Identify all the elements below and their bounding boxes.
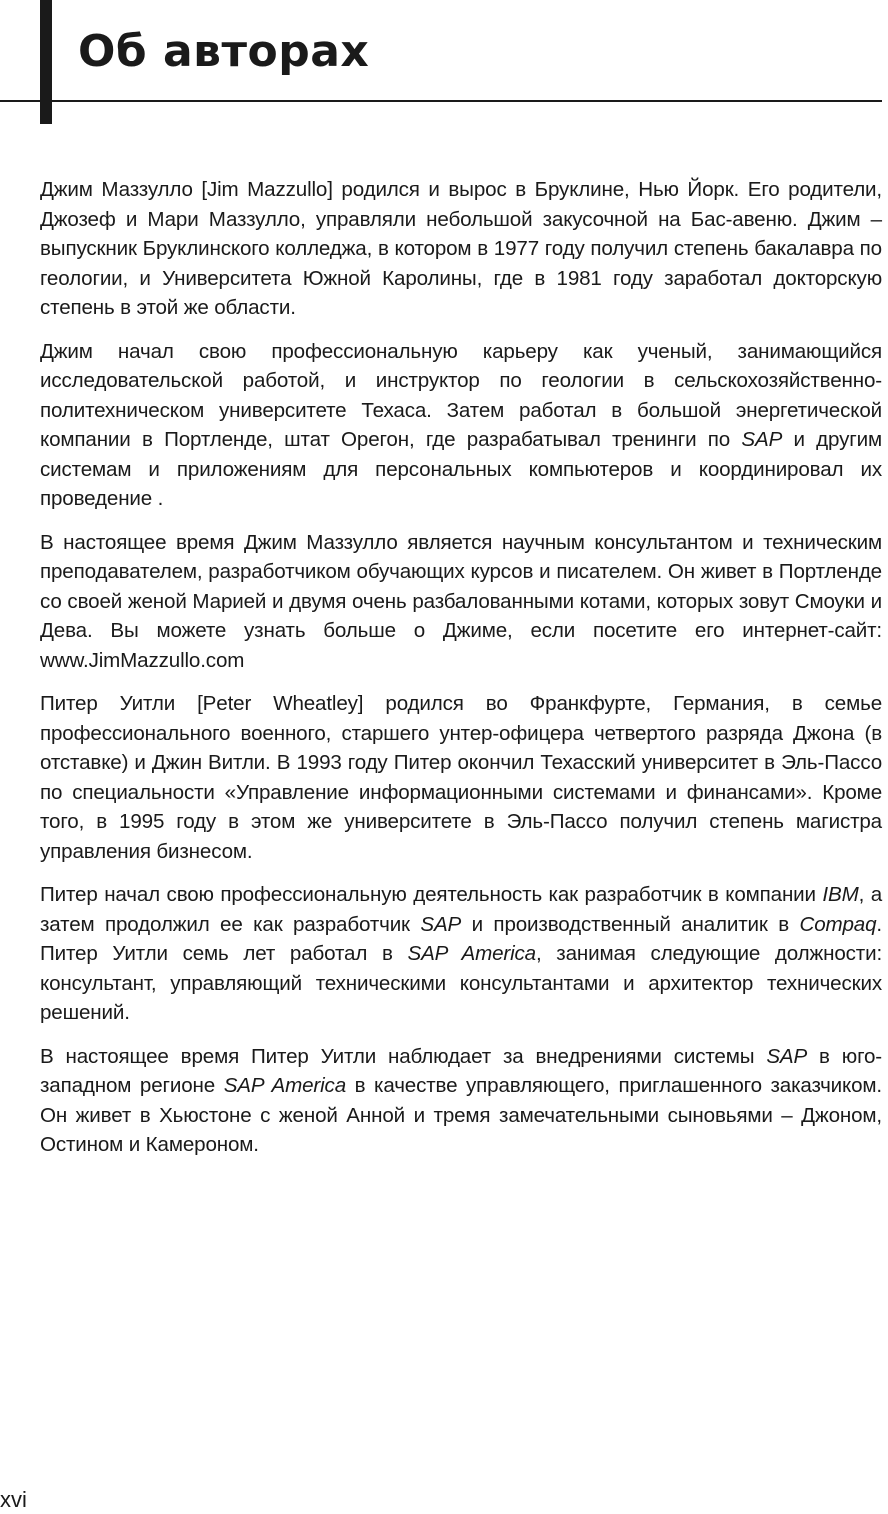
company-name: Compaq: [799, 912, 877, 936]
page-title: Об авторах: [78, 26, 370, 77]
text-run: , занимая следующие должности: консультант, управляющий техническими консультантами и архитектор технических решений.: [40, 942, 883, 1024]
company-name: IBM: [822, 883, 859, 906]
paragraph-peter-career: [40, 880, 882, 1028]
product-name: SAP: [741, 428, 783, 451]
text-run: , а затем продолжил ее как разработчик: [40, 883, 882, 936]
title-rule: [0, 100, 882, 102]
product-name: SAP: [766, 1044, 808, 1068]
text-run: и другим системам и приложениям для персональных компьютеров и координировал их проведение .: [40, 428, 882, 510]
body-text: [40, 175, 882, 1174]
title-accent-bar: [40, 0, 52, 124]
text-run: в качестве управляющего, приглашенного заказчиком. Он живет в Хьюстоне с женой Анной и тремя замечательными сыновьями – Джоном, Остином и Камероном.: [40, 1074, 882, 1156]
page-number: xvi: [0, 1487, 27, 1512]
text-run: Джим Маззулло [Jim Mazzullo] родился и вырос в Бруклине, Нью Йорк. Его родители, Джозеф и Мари Маззулло, управляли небольшой закусочной на Бас-авеню. Джим – выпускник Бруклинского колледжа, в котором в 1977 году получил степень бакалавра по геологии, и Университета Южной Каролины, где в 1981 году заработал докторскую степень в этой же области.: [40, 178, 882, 319]
company-name: SAP America: [407, 942, 536, 965]
paragraph-peter-bio: [40, 689, 882, 866]
text-run: и производственный аналитик в: [461, 912, 800, 936]
text-run: Питер начал свою профессиональную деятельность как разработчик в компании: [40, 883, 823, 906]
paragraph-jim-current: [40, 528, 882, 676]
text-run: Питер Уитли [Peter Wheatley] родился во Франкфурте, Германия, в семье профессионального военного, старшего унтер-офицера четвертого разряда Джона (в отставке) и Джин Витли. В 1993 году Питер окончил Техасский университет в Эль-Пассо по специальности «Управление информационными системами и финансами». Кроме того, в 1995 году в этом же университете в Эль-Пассо получил степень магистра управления бизнесом.: [40, 692, 882, 863]
paragraph-jim-career: [40, 337, 882, 514]
text-run: в юго-западном регионе: [40, 1044, 883, 1097]
company-name: SAP America: [223, 1074, 347, 1097]
text-run: . Питер Уитли семь лет работал в: [40, 912, 882, 965]
paragraph-peter-current: [40, 1042, 882, 1160]
paragraph-jim-bio: [40, 175, 882, 323]
text-run: Джим начал свою профессиональную карьеру как ученый, занимающийся исследовательской работой, и инструктор по геологии в сельскохозяйственно-политехническом университете Техаса. Затем работал в большой энергетической компании в Портленде, штат Орегон, где разрабатывал тренинги по: [40, 339, 882, 451]
text-run: В настоящее время Джим Маззулло является научным консультантом и техническим преподавателем, разработчиком обучающих курсов и писателем. Он живет в Портленде со своей женой Марией и двумя очень разбалованными котами, которых зовут Смоуки и Дева. Вы можете узнать больше о Джиме, если посетите его интернет-сайт: www.JimMazzullo.com: [40, 530, 882, 672]
text-run: В настоящее время Питер Уитли наблюдает за внедрениями системы: [40, 1044, 767, 1068]
product-name: SAP: [420, 912, 462, 936]
